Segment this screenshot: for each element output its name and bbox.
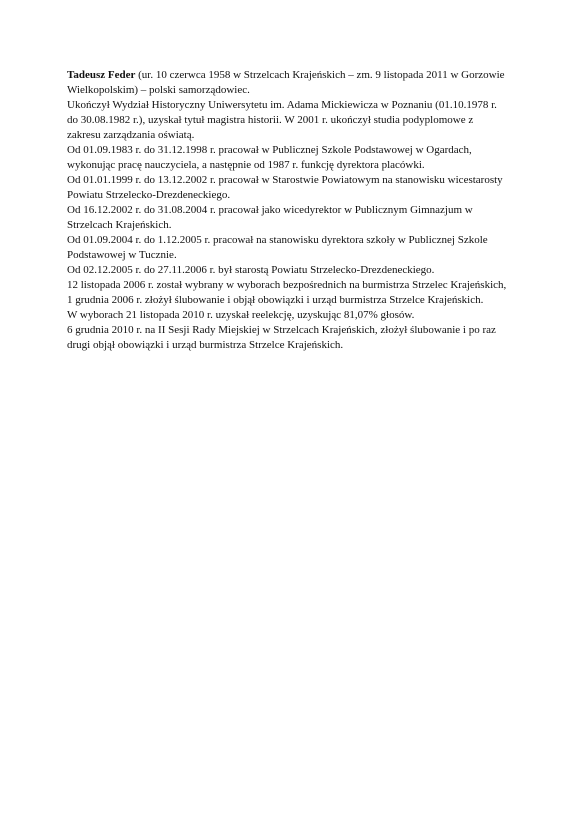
document-body <box>67 68 507 353</box>
intro-text: (ur. 10 czerwca 1958 w Strzelcach Krajeńskich – zm. 9 listopada 2011 w Gorzowie Wielkopolskim) – polski samorządowiec. <box>67 69 505 96</box>
person-name: Tadeusz Feder <box>67 69 136 81</box>
second-oath-paragraph: 6 grudnia 2010 r. na II Sesji Rady Miejskiej w Strzelcach Krajeńskich, złożył ślubowanie i po raz drugi objął obowiązki i urząd burmistrza Strzelce Krajeńskich. <box>67 324 496 351</box>
career-paragraph-tuczno: Od 01.09.2004 r. do 1.12.2005 r. pracował na stanowisku dyrektora szkoły w Publicznej Szkole Podstawowej w Tucznie. <box>67 234 488 261</box>
mayor-election-paragraph: 12 listopada 2006 r. został wybrany w wyborach bezpośrednich na burmistrza Strzelec Krajeńskich, 1 grudnia 2006 r. złożył ślubowanie i objął obowiązki i urząd burmistrza Strzelce Krajeńskich. <box>67 279 507 306</box>
reelection-paragraph: W wyborach 21 listopada 2010 r. uzyskał reelekcję, uzyskując 81,07% głosów. <box>67 309 415 321</box>
intro-paragraph <box>67 68 507 98</box>
career-paragraph-ogardy: Od 01.09.1983 r. do 31.12.1998 r. pracował w Publicznej Szkole Podstawowej w Ogardach, wykonując pracę nauczyciela, a następnie od 1987 r. funkcję dyrektora placówki. <box>67 144 472 171</box>
education-paragraph: Ukończył Wydział Historyczny Uniwersytetu im. Adama Mickiewicza w Poznaniu (01.10.1978 r. do 30.08.1982 r.), uzyskał tytuł magistra historii. W 2001 r. ukończył studia podyplomowe z zakresu zarządzania oświatą. <box>67 99 497 141</box>
career-paragraph-vice-starost: Od 01.01.1999 r. do 13.12.2002 r. pracował w Starostwie Powiatowym na stanowisku wicestarosty Powiatu Strzelecko-Drezdeneckiego. <box>67 174 503 201</box>
career-paragraph-starost: Od 02.12.2005 r. do 27.11.2006 r. był starostą Powiatu Strzelecko-Drezdeneckiego. <box>67 264 435 276</box>
career-paragraph-gimnazjum: Od 16.12.2002 r. do 31.08.2004 r. pracował jako wicedyrektor w Publicznym Gimnazjum w Strzelcach Krajeńskich. <box>67 204 473 231</box>
